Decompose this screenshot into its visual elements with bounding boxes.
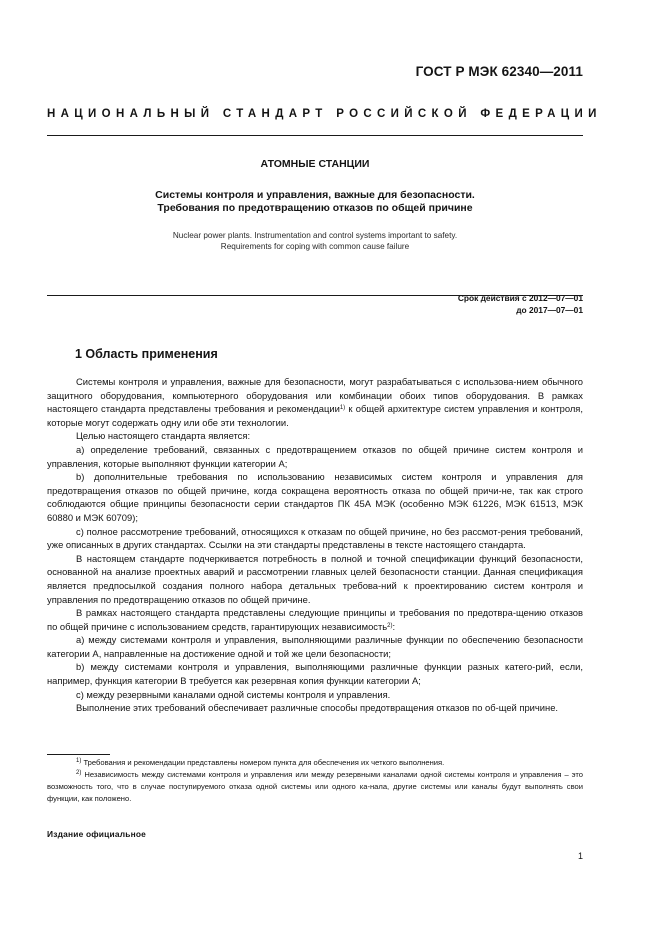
list-item: с) между резервными каналами одной системы контроля и управления.	[76, 688, 391, 700]
subtitle-line-2: Требования по предотвращению отказов по общей причине	[157, 202, 473, 214]
list-item: а) определение требований, связанных с предотвращением отказов по общей причине систем контроля и управления, которые выполняют функции категории А;	[47, 443, 583, 469]
english-title-line-2: Requirements for coping with common cause failure	[220, 242, 410, 251]
page-number: 1	[577, 851, 583, 861]
list-item: с) полное рассмотрение требований, относящихся к отказам по общей причине, но без рассмот-рения требований, уже описанных в других стандартах. Ссылки на эти стандарты представлены в тексте настоящего стандарта.	[47, 525, 583, 551]
header-divider	[47, 135, 583, 136]
footnote-ref: 2)	[387, 622, 393, 629]
footnote-1: $^{1)}$ Требования и рекомендации представлены номером пункта для обеспечения их четкого выполнения.	[76, 758, 445, 767]
section-body	[47, 375, 583, 715]
list-item: b) между системами контроля и управления, выполняющими различные функции разных катего-рий, если, например, функция категории В требуется как резервная копия функции категории А;	[47, 661, 583, 687]
paragraph: Выполнение этих требований обеспечивает различные способы предотвращения отказов по об-щей причине.	[76, 702, 559, 714]
official-edition-label: Издание официальное	[47, 829, 146, 839]
english-title-line-1: Nuclear power plants. Instrumentation and control systems important to safety.	[172, 231, 458, 240]
validity-start: Срок действия с 2012—07—01	[457, 293, 583, 303]
footnote-ref: 1)	[339, 405, 346, 412]
validity-period	[458, 293, 583, 316]
list-item: b) дополнительные требования по использованию независимых систем контроля и управления для предотвращения отказов по общей причине, когда сокращена вероятность отказа по общей причи-не, так как строго соблюдаются общие принципы безопасности серии стандартов ПК 45А МЭК (особенно МЭК 61226, МЭК 61513, МЭК 60880 и МЭК 60709);	[47, 471, 583, 523]
english-title	[47, 230, 583, 252]
footnote-divider	[47, 754, 110, 755]
footnotes	[47, 757, 583, 805]
section-heading: 1 Область применения	[75, 347, 218, 361]
paragraph: В настоящем стандарте подчеркивается потребность в полной и точной спецификации функций безопасности, основанной на анализе проектных аварий и рассмотрении главных целей безопасности станции. Данная спецификация является предпосылкой создания полного набора детальных требова-ний к проектированию систем контроля и управления по предотвращению отказов по общей причине.	[47, 552, 583, 605]
national-standard-title: НАЦИОНАЛЬНЫЙ СТАНДАРТ РОССИЙСКОЙ ФЕДЕРАЦИИ	[47, 108, 602, 120]
paragraph: Системы контроля и управления, важные для безопасности, могут разрабатываться с использова-нием обычного защитного оборудования, компьютерного оборудования или комбинации обоих типов оборудования. В рамках настоящего стандарта представлены требования и рекомендации$^{1)}$ к общей архитектуре систем управления и контроля, которые могут содержать одну или обе эти технологии.	[47, 376, 583, 428]
subtitle-line-1: Системы контроля и управления, важные для безопасности.	[155, 189, 475, 201]
validity-end: до 2017—07—01	[516, 304, 583, 315]
paragraph: Целью настоящего стандарта является:	[76, 430, 251, 442]
standard-subtitle	[47, 189, 583, 215]
footnote-2: $^{2)}$ Независимость между системами контроля и управления или между резервными каналами одной системы контроля и управления – это возможность того, что в случае поступируемого отказа одной системы или одного ка-нала, другие системы или каналы будут выполнять свои функции, как положено.	[47, 770, 583, 803]
standard-title: АТОМНЫЕ СТАНЦИИ	[260, 158, 370, 170]
document-code: ГОСТ Р МЭК 62340—2011	[415, 64, 583, 79]
list-item: а) между системами контроля и управления, выполняющими различные функции по обеспечению безопасности категории А, направленные на достижение одной и той же цели безопасности;	[47, 634, 583, 659]
paragraph: В рамках настоящего стандарта представлены следующие принципы и требования по предотвра-щению отказов по общей причине с использованием средств, гарантирующих независимость$^{2)}$:	[47, 607, 583, 632]
